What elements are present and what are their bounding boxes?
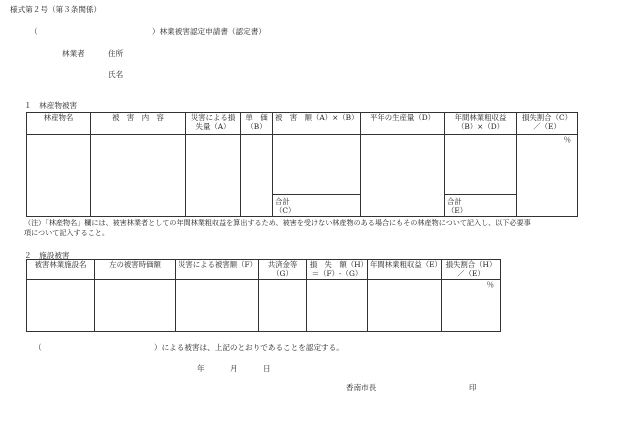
cell-loss-ratio-2[interactable]: ％ xyxy=(442,280,501,332)
section2-heading: ２ 施設被害 xyxy=(24,251,70,260)
cell-total-e[interactable] xyxy=(445,195,517,217)
title-open-paren: （ xyxy=(30,27,38,36)
col-loss-ratio: 損失割合（C）／（E） xyxy=(517,113,578,135)
cell-disaster-damage[interactable] xyxy=(176,280,259,332)
date-day: 日 xyxy=(263,364,271,373)
address-label: 住所 xyxy=(108,49,124,58)
note-line-2: 項について記入すること。 xyxy=(24,228,109,237)
cell-facility-name[interactable] xyxy=(27,280,95,332)
col-market-value: 左の被害時価額 xyxy=(95,260,176,280)
facility-damage-table xyxy=(26,259,501,332)
form-title: ）林業被害認定申請書（認定書） xyxy=(152,27,266,36)
col-normal-production: 平年の生産量（D） xyxy=(361,113,445,135)
col-disaster-damage: 災害による被害額（F） xyxy=(176,260,259,280)
cell-normal-production[interactable] xyxy=(361,135,445,217)
applicant-label: 林業者 xyxy=(62,49,85,58)
cell-annual-revenue-2[interactable] xyxy=(368,280,442,332)
col-unit-price: 単 価（B） xyxy=(241,113,273,135)
cell-damage-content[interactable] xyxy=(91,135,186,217)
cell-product-name[interactable] xyxy=(27,135,91,217)
note-line-1: （注）「林産物名」欄には、被害林業者としての年間林業粗収益を算出するため、被害を受けない林産物のある場合にもその林産物について記入し、以下必要事 xyxy=(24,218,531,227)
cell-damage-amount[interactable] xyxy=(273,135,361,195)
total-c-code: （C） xyxy=(275,206,296,216)
col-loss-ratio-2: 損失割合（H）／（E） xyxy=(442,260,501,280)
cell-annual-revenue[interactable] xyxy=(445,135,517,195)
cert-open-paren: （ xyxy=(34,343,42,352)
col-annual-revenue-2: 年間林業粗収益（E） xyxy=(368,260,442,280)
col-facility-name: 被害林業施設名 xyxy=(27,260,95,280)
cell-market-value[interactable] xyxy=(95,280,176,332)
total-e-label: 合計 xyxy=(447,197,462,207)
total-c-label: 合計 xyxy=(275,197,290,207)
col-damage-content: 被 害 内 容 xyxy=(91,113,186,135)
forest-product-damage-table xyxy=(26,112,578,217)
col-insurance: 共済金等（G） xyxy=(259,260,307,280)
date-month: 月 xyxy=(230,364,238,373)
cell-loss-quantity[interactable] xyxy=(186,135,241,217)
cell-total-c[interactable] xyxy=(273,195,361,217)
cell-loss-ratio[interactable]: ％ xyxy=(517,135,578,217)
col-loss-amount: 損 失 額（H）＝（F）-（G） xyxy=(307,260,368,280)
mayor-label: 香南市長 xyxy=(346,383,377,392)
col-damage-amount: 被 害 額（A）×（B） xyxy=(273,113,361,135)
col-loss-quantity: 災害による損失量（A） xyxy=(186,113,241,135)
col-annual-revenue: 年間林業粗収益（B）×（D） xyxy=(445,113,517,135)
section1-heading: １ 林産物被害 xyxy=(24,101,78,110)
total-e-code: （E） xyxy=(447,206,468,216)
seal-mark: 印 xyxy=(469,383,477,392)
name-label: 氏名 xyxy=(108,70,124,79)
cert-statement: ）による被害は、上記のとおりであることを認定する。 xyxy=(154,343,344,352)
form-number: 様式第２号（第３条関係） xyxy=(10,5,102,14)
col-product-name: 林産物名 xyxy=(27,113,91,135)
cell-insurance[interactable] xyxy=(259,280,307,332)
cell-unit-price[interactable] xyxy=(241,135,273,217)
cell-loss-amount[interactable] xyxy=(307,280,368,332)
date-year: 年 xyxy=(197,364,205,373)
